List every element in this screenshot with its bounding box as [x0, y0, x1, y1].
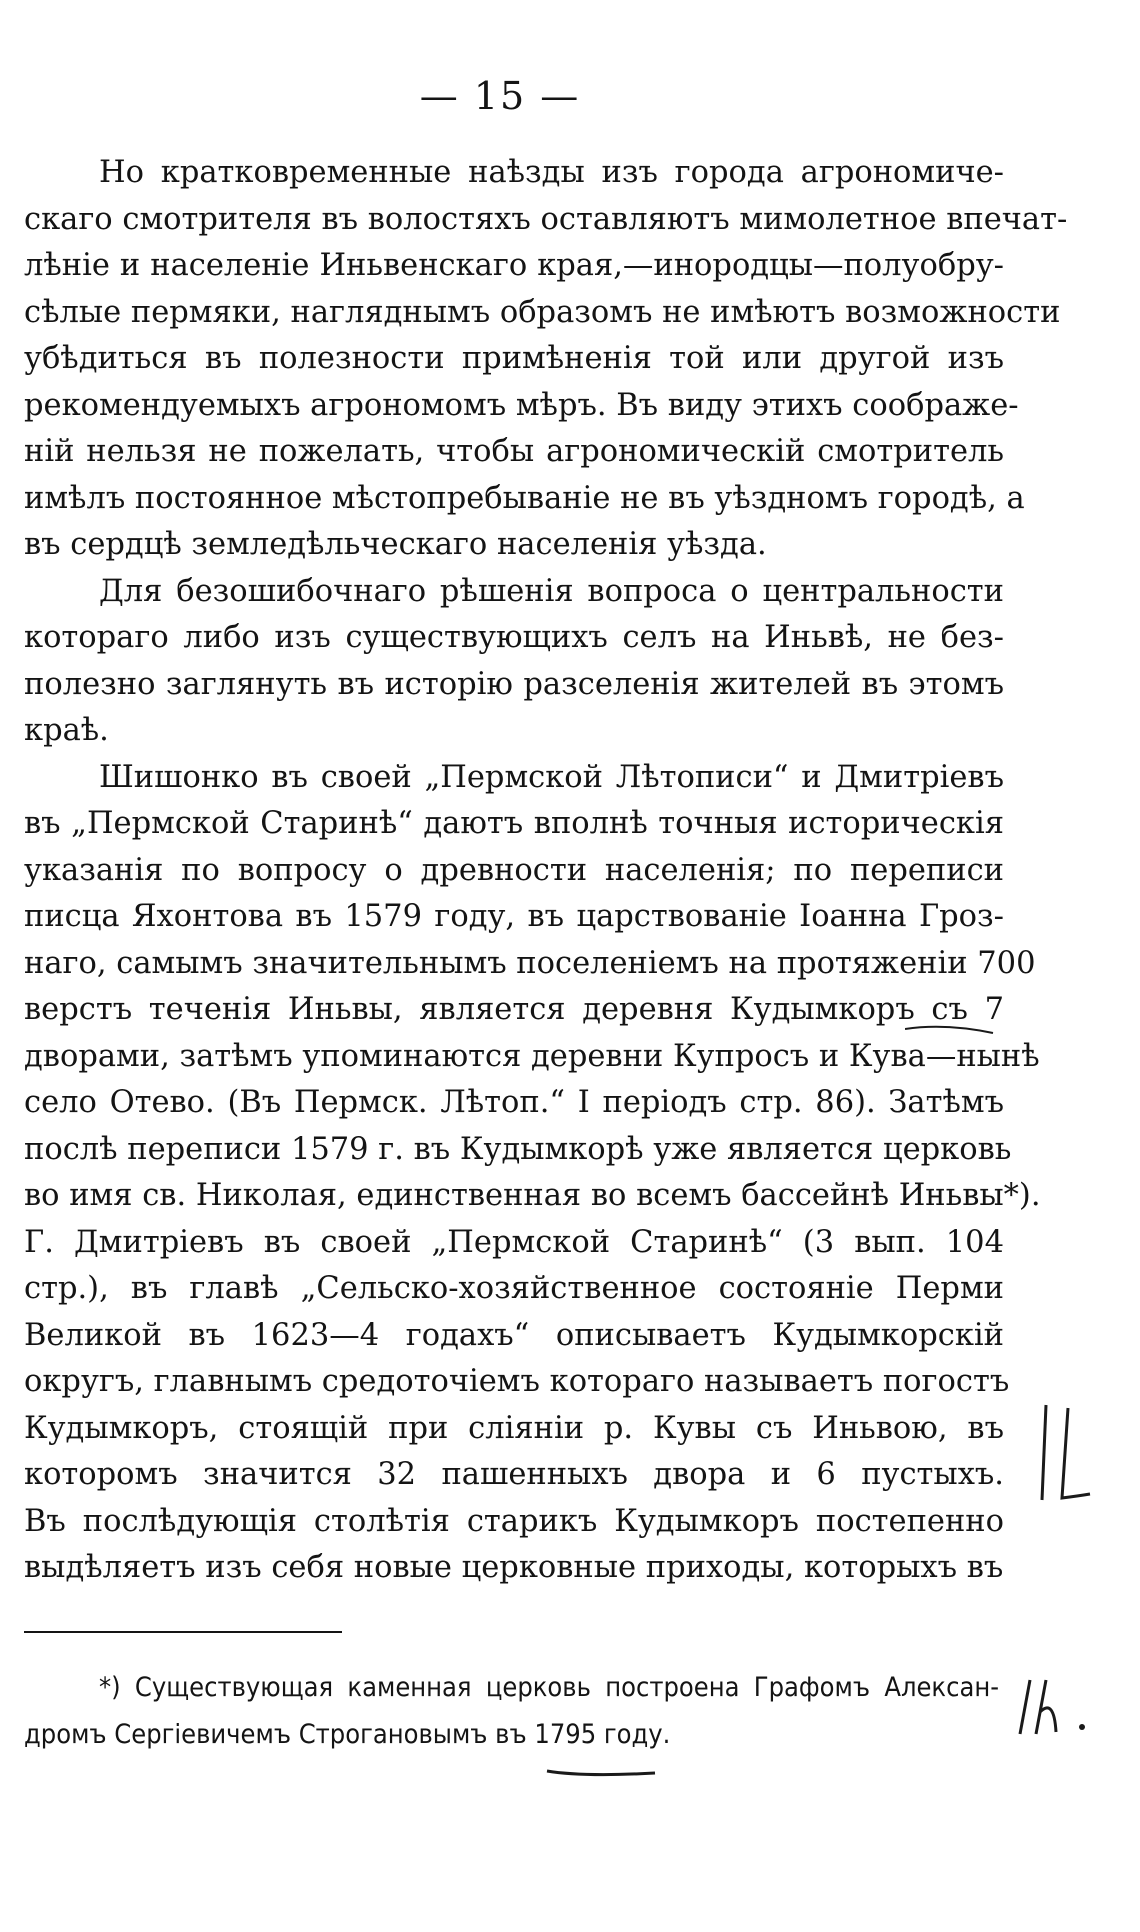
- text-line: которомъ значится 32 пашенныхъ двора и 6 пустыхъ.: [24, 1457, 1004, 1492]
- text-line: сѣлые пермяки, нагляднымъ образомъ не имѣютъ возможности: [24, 294, 1061, 330]
- text-line: Великой въ 1623—4 годахъ“ описываетъ Кудымкорскій: [24, 1317, 1004, 1353]
- text-line: Въ послѣдующія столѣтія старикъ Кудымкоръ постепенно: [24, 1503, 1004, 1539]
- footnote-divider: [24, 1631, 342, 1633]
- body-text: [24, 150, 1068, 1592]
- text-line: краѣ.: [24, 713, 109, 748]
- text-line: имѣлъ постоянное мѣстопребываніе не въ уѣздномъ городѣ, а: [24, 480, 1025, 516]
- footnote-line: дромъ Сергіевичемъ Строгановымъ въ 1795 году.: [24, 1718, 671, 1750]
- overline-stroke-mark: [905, 1025, 995, 1055]
- underline-pencil-mark: [543, 1763, 663, 1783]
- text-line: скаго смотрителя въ волостяхъ оставляютъ мимолетное впечат-: [24, 201, 1068, 237]
- text-line: во имя св. Николая, единственная во всемъ бассейнѣ Иньвы*).: [24, 1178, 1041, 1213]
- handwritten-note-mark: [1010, 1672, 1130, 1742]
- text-line: лѣніе и населеніе Иньвенскаго края,—инородцы—полуобру-: [24, 248, 1004, 283]
- text-line: наго, самымъ значительнымъ поселеніемъ на протяженіи 700: [24, 945, 1036, 981]
- text-line: округъ, главнымъ средоточіемъ котораго называетъ погостъ: [24, 1364, 1010, 1399]
- text-line: въ сердцѣ земледѣльческаго населенія уѣзда.: [24, 527, 767, 562]
- text-line: выдѣляетъ изъ себя новые церковные приходы, которыхъ въ: [24, 1550, 1004, 1585]
- text-line: Для безошибочнаго рѣшенія вопроса о центральности: [99, 573, 1004, 609]
- text-line: писца Яхонтова въ 1579 году, въ царствованіе Іоанна Гроз-: [24, 899, 1004, 934]
- text-line: въ „Пермской Старинѣ“ даютъ вполнѣ точныя историческія: [24, 806, 1004, 841]
- text-line: ній нельзя не пожелать, чтобы агрономическій смотритель: [24, 434, 1004, 469]
- footnote: [24, 1666, 999, 1759]
- footnote-line: *) Существующая каменная церковь построена Графомъ Алексан-: [99, 1672, 999, 1703]
- text-line: стр.), въ главѣ „Сельско-хозяйственное состояніе Перми: [24, 1271, 1004, 1306]
- text-line: Кудымкоръ, стоящій при сліяніи р. Кувы съ Иньвою, въ: [24, 1410, 1004, 1446]
- text-line: указанія по вопросу о древности населенія; по переписи: [24, 852, 1004, 888]
- text-line: Шишонко въ своей „Пермской Лѣтописи“ и Дмитріевъ: [99, 759, 1004, 795]
- text-line: рекомендуемыхъ агрономомъ мѣръ. Въ виду этихъ соображе-: [24, 387, 1019, 423]
- text-line: котораго либо изъ существующихъ селъ на Иньвѣ, не без-: [24, 620, 1004, 655]
- text-line: полезно заглянуть въ исторію разселенія жителей въ этомъ: [24, 666, 1004, 702]
- text-line: верстъ теченія Иньвы, является деревня Кудымкоръ съ 7: [24, 992, 1004, 1027]
- page-number: — 15 —: [419, 74, 581, 118]
- text-line: Г. Дмитріевъ въ своей „Пермской Старинѣ“ (3 вып. 104: [24, 1224, 1004, 1260]
- text-line: село Отево. (Въ Пермск. Лѣтоп.“ I періодъ стр. 86). Затѣмъ: [24, 1085, 1004, 1120]
- text-line: Но кратковременные наѣзды изъ города агрономиче-: [99, 155, 1004, 190]
- margin-pencil-mark: [1028, 1400, 1108, 1510]
- text-line: послѣ переписи 1579 г. въ Кудымкорѣ уже является церковь: [24, 1131, 1012, 1167]
- text-line: дворами, затѣмъ упоминаются деревни Купросъ и Кува—нынѣ: [24, 1038, 1040, 1074]
- text-line: убѣдиться въ полезности примѣненія той или другой изъ: [24, 341, 1004, 376]
